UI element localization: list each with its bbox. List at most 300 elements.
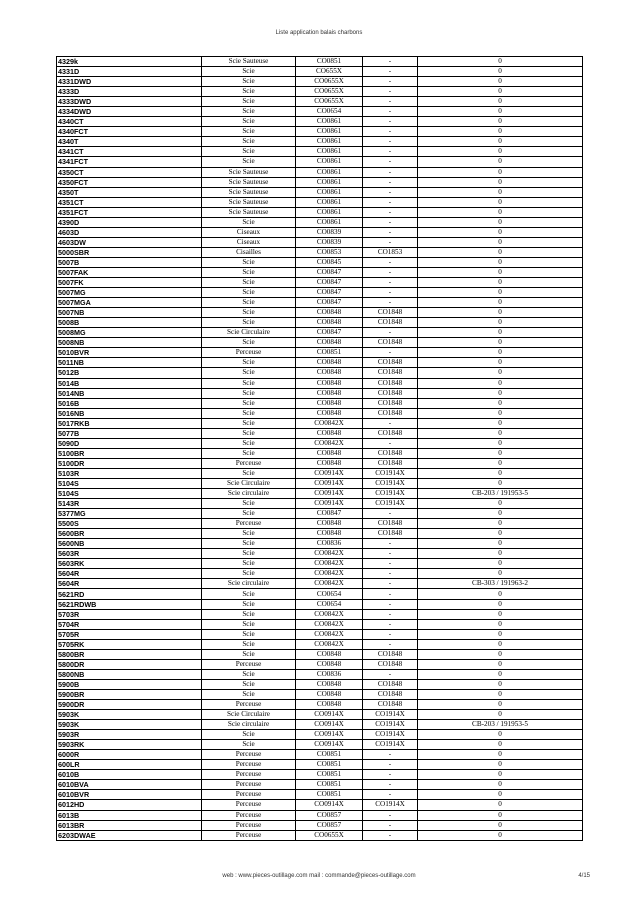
- tool-type-cell: Scie: [202, 438, 296, 448]
- table-row: [57, 177, 583, 187]
- carbon-ref-cell: CO0655X: [296, 830, 363, 840]
- carbon-ref-cell: CO0847: [296, 298, 363, 308]
- table-row: [57, 338, 583, 348]
- tool-type-cell: Scie: [202, 418, 296, 428]
- carbon-ref-cell: CO0655X: [296, 77, 363, 87]
- oem-ref-cell: CB-303 / 191963-2: [418, 579, 583, 589]
- carbon-ref-cell: CO0848: [296, 649, 363, 659]
- charbons-table: [56, 56, 583, 841]
- carbon-ref-cell: CO0848: [296, 358, 363, 368]
- table-row: [57, 87, 583, 97]
- tool-type-cell: Scie: [202, 368, 296, 378]
- table-row: [57, 207, 583, 217]
- tool-type-cell: Scie: [202, 278, 296, 288]
- tool-type-cell: Scie: [202, 97, 296, 107]
- carbon-ref-cell: CO0914X: [296, 720, 363, 730]
- table-row: [57, 318, 583, 328]
- carbon-ref-cell: CO0847: [296, 267, 363, 277]
- carbon-ref-cell: CO0857: [296, 820, 363, 830]
- oem-ref-cell: 0: [418, 549, 583, 559]
- tool-type-cell: Scie Circulaire: [202, 328, 296, 338]
- tool-type-cell: Perceuse: [202, 790, 296, 800]
- carbon-ref-cell: CO0847: [296, 328, 363, 338]
- alt-ref-cell: -: [363, 589, 418, 599]
- table-row: [57, 700, 583, 710]
- tool-type-cell: Scie: [202, 569, 296, 579]
- table-row: [57, 378, 583, 388]
- table-row: [57, 127, 583, 137]
- tool-type-cell: Scie Sauteuse: [202, 187, 296, 197]
- alt-ref-cell: -: [363, 760, 418, 770]
- carbon-ref-cell: CO0836: [296, 669, 363, 679]
- table-row: [57, 187, 583, 197]
- model-cell: 5603R: [57, 549, 202, 559]
- alt-ref-cell: CO1848: [363, 398, 418, 408]
- alt-ref-cell: CO1914X: [363, 740, 418, 750]
- table-row: [57, 710, 583, 720]
- oem-ref-cell: 0: [418, 529, 583, 539]
- model-cell: 4334DWD: [57, 107, 202, 117]
- tool-type-cell: Scie: [202, 257, 296, 267]
- oem-ref-cell: 0: [418, 589, 583, 599]
- table-row: [57, 599, 583, 609]
- model-cell: 5012B: [57, 368, 202, 378]
- model-cell: 6000R: [57, 750, 202, 760]
- model-cell: 5705R: [57, 629, 202, 639]
- carbon-ref-cell: CO0851: [296, 750, 363, 760]
- alt-ref-cell: CO1848: [363, 458, 418, 468]
- page-number: 4/15: [578, 873, 590, 879]
- carbon-ref-cell: CO0848: [296, 428, 363, 438]
- table-row: [57, 418, 583, 428]
- model-cell: 4331D: [57, 67, 202, 77]
- oem-ref-cell: 0: [418, 338, 583, 348]
- tool-type-cell: Scie: [202, 639, 296, 649]
- alt-ref-cell: CO1914X: [363, 710, 418, 720]
- carbon-ref-cell: CO0848: [296, 700, 363, 710]
- oem-ref-cell: 0: [418, 177, 583, 187]
- model-cell: 5007FK: [57, 278, 202, 288]
- oem-ref-cell: 0: [418, 750, 583, 760]
- oem-ref-cell: 0: [418, 639, 583, 649]
- model-cell: 5900DR: [57, 700, 202, 710]
- alt-ref-cell: -: [363, 348, 418, 358]
- carbon-ref-cell: CO0839: [296, 227, 363, 237]
- oem-ref-cell: 0: [418, 77, 583, 87]
- carbon-ref-cell: CO0842X: [296, 619, 363, 629]
- oem-ref-cell: 0: [418, 539, 583, 549]
- tool-type-cell: Scie: [202, 117, 296, 127]
- oem-ref-cell: 0: [418, 800, 583, 810]
- tool-type-cell: Scie: [202, 67, 296, 77]
- oem-ref-cell: 0: [418, 830, 583, 840]
- alt-ref-cell: CO1848: [363, 679, 418, 689]
- model-cell: 5600NB: [57, 539, 202, 549]
- tool-type-cell: Scie: [202, 679, 296, 689]
- carbon-ref-cell: CO0845: [296, 257, 363, 267]
- model-cell: 4603D: [57, 227, 202, 237]
- oem-ref-cell: 0: [418, 770, 583, 780]
- table-row: [57, 619, 583, 629]
- model-cell: 5600BR: [57, 529, 202, 539]
- model-cell: 5017RKB: [57, 418, 202, 428]
- model-cell: 6010BVA: [57, 780, 202, 790]
- oem-ref-cell: 0: [418, 237, 583, 247]
- carbon-ref-cell: CO0848: [296, 408, 363, 418]
- carbon-ref-cell: CO0914X: [296, 468, 363, 478]
- model-cell: 4340CT: [57, 117, 202, 127]
- alt-ref-cell: CO1848: [363, 689, 418, 699]
- table-row: [57, 669, 583, 679]
- oem-ref-cell: 0: [418, 760, 583, 770]
- model-cell: 5077B: [57, 428, 202, 438]
- model-cell: 5007B: [57, 257, 202, 267]
- model-cell: 5010BVR: [57, 348, 202, 358]
- tool-type-cell: Scie: [202, 468, 296, 478]
- alt-ref-cell: CO1848: [363, 519, 418, 529]
- table-row: [57, 649, 583, 659]
- model-cell: 5014NB: [57, 388, 202, 398]
- carbon-ref-cell: CO0848: [296, 448, 363, 458]
- table-row: [57, 278, 583, 288]
- tool-type-cell: Scie: [202, 428, 296, 438]
- table-row: [57, 227, 583, 237]
- carbon-ref-cell: CO0847: [296, 278, 363, 288]
- carbon-ref-cell: CO0851: [296, 57, 363, 67]
- table-row: [57, 730, 583, 740]
- tool-type-cell: Scie: [202, 649, 296, 659]
- model-cell: 5008B: [57, 318, 202, 328]
- table-row: [57, 298, 583, 308]
- model-cell: 6012HD: [57, 800, 202, 810]
- carbon-ref-cell: CO0848: [296, 388, 363, 398]
- table-row: [57, 197, 583, 207]
- alt-ref-cell: -: [363, 137, 418, 147]
- model-cell: 5100BR: [57, 448, 202, 458]
- alt-ref-cell: -: [363, 780, 418, 790]
- carbon-ref-cell: CO0857: [296, 810, 363, 820]
- oem-ref-cell: 0: [418, 308, 583, 318]
- carbon-ref-cell: CO0848: [296, 338, 363, 348]
- table-row: [57, 137, 583, 147]
- oem-ref-cell: 0: [418, 147, 583, 157]
- table-row: [57, 689, 583, 699]
- oem-ref-cell: CB-203 / 191953-5: [418, 489, 583, 499]
- alt-ref-cell: -: [363, 207, 418, 217]
- table-row: [57, 57, 583, 67]
- carbon-ref-cell: CO0848: [296, 458, 363, 468]
- tool-type-cell: Scie: [202, 730, 296, 740]
- model-cell: 4341FCT: [57, 157, 202, 167]
- alt-ref-cell: -: [363, 579, 418, 589]
- alt-ref-cell: -: [363, 87, 418, 97]
- model-cell: 4331DWD: [57, 77, 202, 87]
- carbon-ref-cell: CO0861: [296, 157, 363, 167]
- oem-ref-cell: 0: [418, 207, 583, 217]
- alt-ref-cell: -: [363, 288, 418, 298]
- alt-ref-cell: -: [363, 328, 418, 338]
- alt-ref-cell: -: [363, 549, 418, 559]
- carbon-ref-cell: CO0842X: [296, 438, 363, 448]
- oem-ref-cell: 0: [418, 227, 583, 237]
- tool-type-cell: Ciseaux: [202, 227, 296, 237]
- table-row: [57, 388, 583, 398]
- table-row: [57, 468, 583, 478]
- carbon-ref-cell: CO0847: [296, 509, 363, 519]
- model-cell: 5090D: [57, 438, 202, 448]
- oem-ref-cell: 0: [418, 288, 583, 298]
- carbon-ref-cell: CO0848: [296, 689, 363, 699]
- model-cell: 4340T: [57, 137, 202, 147]
- tool-type-cell: Scie: [202, 137, 296, 147]
- oem-ref-cell: 0: [418, 67, 583, 77]
- alt-ref-cell: CO1914X: [363, 730, 418, 740]
- model-cell: 4390D: [57, 217, 202, 227]
- alt-ref-cell: -: [363, 639, 418, 649]
- tool-type-cell: Scie circulaire: [202, 489, 296, 499]
- alt-ref-cell: -: [363, 830, 418, 840]
- model-cell: 5007MGA: [57, 298, 202, 308]
- table-row: [57, 579, 583, 589]
- tool-type-cell: Scie: [202, 689, 296, 699]
- model-cell: 5000SBR: [57, 247, 202, 257]
- table-row: [57, 629, 583, 639]
- carbon-ref-cell: CO0861: [296, 197, 363, 207]
- model-cell: 5011NB: [57, 358, 202, 368]
- carbon-ref-cell: CO0842X: [296, 418, 363, 428]
- alt-ref-cell: CO1914X: [363, 720, 418, 730]
- carbon-ref-cell: CO0842X: [296, 549, 363, 559]
- carbon-ref-cell: CO0842X: [296, 609, 363, 619]
- tool-type-cell: Scie: [202, 499, 296, 509]
- oem-ref-cell: 0: [418, 468, 583, 478]
- alt-ref-cell: -: [363, 278, 418, 288]
- tool-type-cell: Scie: [202, 358, 296, 368]
- model-cell: 5500S: [57, 519, 202, 529]
- table-row: [57, 67, 583, 77]
- table-row: [57, 720, 583, 730]
- oem-ref-cell: 0: [418, 87, 583, 97]
- table-row: [57, 549, 583, 559]
- table-row: [57, 458, 583, 468]
- carbon-ref-cell: CO0851: [296, 770, 363, 780]
- carbon-ref-cell: CO0914X: [296, 800, 363, 810]
- oem-ref-cell: 0: [418, 499, 583, 509]
- oem-ref-cell: 0: [418, 167, 583, 177]
- carbon-ref-cell: CO0842X: [296, 579, 363, 589]
- model-cell: 5621RDWB: [57, 599, 202, 609]
- alt-ref-cell: CO1848: [363, 368, 418, 378]
- oem-ref-cell: 0: [418, 107, 583, 117]
- table-row: [57, 408, 583, 418]
- carbon-ref-cell: CO0861: [296, 147, 363, 157]
- alt-ref-cell: -: [363, 117, 418, 127]
- carbon-ref-cell: CO0655X: [296, 97, 363, 107]
- tool-type-cell: Scie: [202, 529, 296, 539]
- carbon-ref-cell: CO0654: [296, 589, 363, 599]
- model-cell: 6010B: [57, 770, 202, 780]
- model-cell: 5621RD: [57, 589, 202, 599]
- page-header: Liste application balais charbons: [275, 30, 363, 36]
- tool-type-cell: Scie Circulaire: [202, 478, 296, 488]
- alt-ref-cell: -: [363, 569, 418, 579]
- table-row: [57, 288, 583, 298]
- alt-ref-cell: -: [363, 559, 418, 569]
- carbon-ref-cell: CO0851: [296, 348, 363, 358]
- tool-type-cell: Scie: [202, 107, 296, 117]
- carbon-ref-cell: CO0848: [296, 679, 363, 689]
- oem-ref-cell: 0: [418, 519, 583, 529]
- tool-type-cell: Scie: [202, 217, 296, 227]
- carbon-ref-cell: CO0842X: [296, 569, 363, 579]
- alt-ref-cell: -: [363, 609, 418, 619]
- table-row: [57, 539, 583, 549]
- oem-ref-cell: 0: [418, 247, 583, 257]
- model-cell: 6203DWAE: [57, 830, 202, 840]
- alt-ref-cell: -: [363, 157, 418, 167]
- tool-type-cell: Scie: [202, 609, 296, 619]
- table-row: [57, 810, 583, 820]
- oem-ref-cell: 0: [418, 509, 583, 519]
- table-row: [57, 659, 583, 669]
- tool-type-cell: Scie: [202, 398, 296, 408]
- model-cell: 4333D: [57, 87, 202, 97]
- tool-type-cell: Scie Circulaire: [202, 710, 296, 720]
- model-cell: 5008NB: [57, 338, 202, 348]
- carbon-ref-cell: CO0861: [296, 137, 363, 147]
- table-row: [57, 157, 583, 167]
- model-cell: 5604R: [57, 579, 202, 589]
- table-row: [57, 740, 583, 750]
- oem-ref-cell: 0: [418, 318, 583, 328]
- tool-type-cell: Perceuse: [202, 458, 296, 468]
- oem-ref-cell: 0: [418, 619, 583, 629]
- table-row: [57, 820, 583, 830]
- alt-ref-cell: -: [363, 669, 418, 679]
- tool-type-cell: Scie: [202, 288, 296, 298]
- table-row: [57, 398, 583, 408]
- alt-ref-cell: CO1848: [363, 428, 418, 438]
- alt-ref-cell: CO1848: [363, 659, 418, 669]
- table-row: [57, 639, 583, 649]
- alt-ref-cell: CO1848: [363, 448, 418, 458]
- alt-ref-cell: -: [363, 298, 418, 308]
- carbon-ref-cell: CO0861: [296, 187, 363, 197]
- alt-ref-cell: -: [363, 539, 418, 549]
- table-row: [57, 438, 583, 448]
- oem-ref-cell: 0: [418, 378, 583, 388]
- table-row: [57, 358, 583, 368]
- table-row: [57, 780, 583, 790]
- model-cell: 5100DR: [57, 458, 202, 468]
- tool-type-cell: Scie: [202, 388, 296, 398]
- alt-ref-cell: CO1848: [363, 338, 418, 348]
- model-cell: 4333DWD: [57, 97, 202, 107]
- carbon-ref-cell: CO0848: [296, 659, 363, 669]
- model-cell: 5903RK: [57, 740, 202, 750]
- model-cell: 4351CT: [57, 197, 202, 207]
- model-cell: 5008MG: [57, 328, 202, 338]
- oem-ref-cell: 0: [418, 599, 583, 609]
- table-row: [57, 217, 583, 227]
- carbon-ref-cell: CO0851: [296, 780, 363, 790]
- oem-ref-cell: 0: [418, 187, 583, 197]
- alt-ref-cell: CO1914X: [363, 800, 418, 810]
- oem-ref-cell: 0: [418, 629, 583, 639]
- carbon-ref-cell: CO0914X: [296, 489, 363, 499]
- carbon-ref-cell: CO0853: [296, 247, 363, 257]
- model-cell: 4351FCT: [57, 207, 202, 217]
- alt-ref-cell: CO1848: [363, 529, 418, 539]
- oem-ref-cell: 0: [418, 348, 583, 358]
- table-row: [57, 107, 583, 117]
- tool-type-cell: Cisailles: [202, 247, 296, 257]
- oem-ref-cell: 0: [418, 97, 583, 107]
- alt-ref-cell: -: [363, 418, 418, 428]
- tool-type-cell: Scie: [202, 267, 296, 277]
- model-cell: 6013BR: [57, 820, 202, 830]
- tool-type-cell: Scie: [202, 127, 296, 137]
- model-cell: 5016B: [57, 398, 202, 408]
- model-cell: 5903K: [57, 720, 202, 730]
- model-cell: 5007NB: [57, 308, 202, 318]
- table-row: [57, 478, 583, 488]
- carbon-ref-cell: CO0836: [296, 539, 363, 549]
- model-cell: 600LR: [57, 760, 202, 770]
- carbon-ref-cell: CO0848: [296, 378, 363, 388]
- alt-ref-cell: CO1914X: [363, 489, 418, 499]
- oem-ref-cell: 0: [418, 388, 583, 398]
- model-cell: 4350FCT: [57, 177, 202, 187]
- oem-ref-cell: 0: [418, 257, 583, 267]
- table-row: [57, 117, 583, 127]
- carbon-ref-cell: CO0861: [296, 167, 363, 177]
- model-cell: 5603RK: [57, 559, 202, 569]
- model-cell: 5800DR: [57, 659, 202, 669]
- oem-ref-cell: 0: [418, 559, 583, 569]
- model-cell: 5800NB: [57, 669, 202, 679]
- oem-ref-cell: 0: [418, 740, 583, 750]
- oem-ref-cell: 0: [418, 418, 583, 428]
- model-cell: 4340FCT: [57, 127, 202, 137]
- alt-ref-cell: -: [363, 820, 418, 830]
- oem-ref-cell: 0: [418, 267, 583, 277]
- carbon-ref-cell: CO655X: [296, 67, 363, 77]
- tool-type-cell: Scie Sauteuse: [202, 197, 296, 207]
- table-row: [57, 559, 583, 569]
- oem-ref-cell: 0: [418, 810, 583, 820]
- tool-type-cell: Scie: [202, 378, 296, 388]
- model-cell: 6010BVR: [57, 790, 202, 800]
- model-cell: 5800BR: [57, 649, 202, 659]
- tool-type-cell: Perceuse: [202, 519, 296, 529]
- oem-ref-cell: 0: [418, 710, 583, 720]
- carbon-ref-cell: CO0914X: [296, 740, 363, 750]
- table-row: [57, 569, 583, 579]
- oem-ref-cell: 0: [418, 117, 583, 127]
- table-row: [57, 97, 583, 107]
- model-cell: 5604R: [57, 569, 202, 579]
- tool-type-cell: Scie: [202, 87, 296, 97]
- alt-ref-cell: -: [363, 770, 418, 780]
- oem-ref-cell: 0: [418, 157, 583, 167]
- model-cell: 5016NB: [57, 408, 202, 418]
- alt-ref-cell: CO1848: [363, 318, 418, 328]
- carbon-ref-cell: CO0914X: [296, 478, 363, 488]
- tool-type-cell: Scie: [202, 669, 296, 679]
- oem-ref-cell: 0: [418, 278, 583, 288]
- tool-type-cell: Perceuse: [202, 780, 296, 790]
